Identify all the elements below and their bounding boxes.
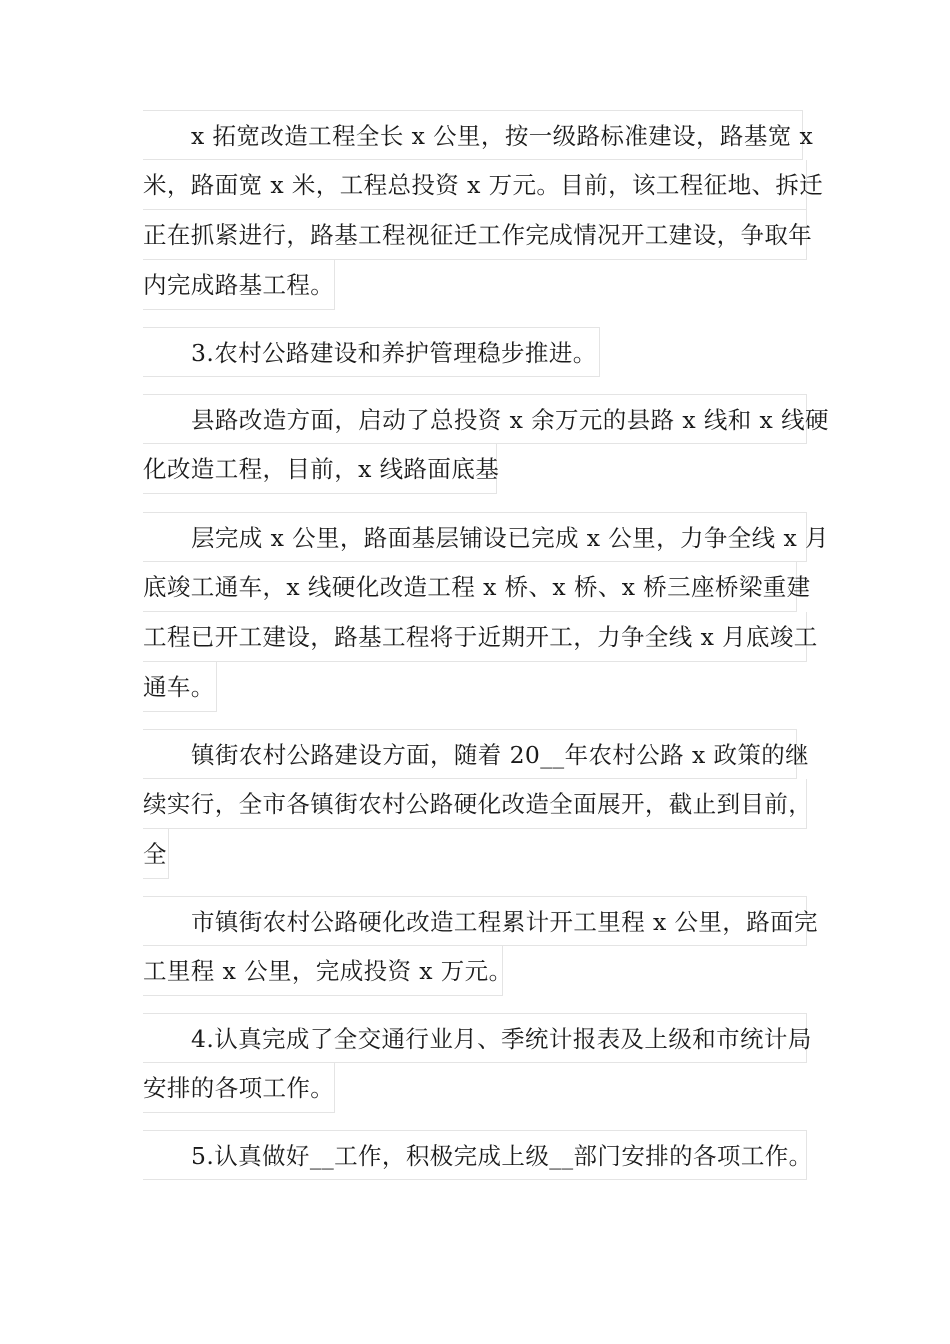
text-line: 底竣工通车，x 线硬化改造工程 x 桥、x 桥、x 桥三座桥梁重建: [143, 562, 797, 612]
text-line: 层完成 x 公里，路面基层铺设已完成 x 公里，力争全线 x 月: [143, 512, 807, 562]
paragraph-town-roads: [143, 729, 813, 879]
text-line: 镇街农村公路建设方面，随着 20__年农村公路 x 政策的继: [143, 729, 797, 779]
paragraph-heading-3: [143, 327, 807, 377]
text-line: 安排的各项工作。: [143, 1063, 335, 1113]
text-line: 4.认真完成了全交通行业月、季统计报表及上级和市统计局: [143, 1013, 807, 1063]
text-line: 正在抓紧进行，路基工程视征迁工作完成情况开工建设，争取年: [143, 210, 807, 260]
text-line: x 拓宽改造工程全长 x 公里，按一级路标准建设，路基宽 x: [143, 110, 803, 160]
paragraph-county-roads: [143, 394, 829, 494]
text-line: 工里程 x 公里，完成投资 x 万元。: [143, 946, 503, 996]
text-line: 化改造工程，目前，x 线路面底基: [143, 444, 497, 494]
text-line: 通车。: [143, 662, 217, 712]
text-line: 工程已开工建设，路基工程将于近期开工，力争全线 x 月底竣工: [143, 612, 807, 662]
text-line: 5.认真做好__工作，积极完成上级__部门安排的各项工作。: [143, 1130, 807, 1180]
text-line: 3.农村公路建设和养护管理稳步推进。: [143, 327, 600, 377]
paragraph-item-4: [143, 1013, 812, 1113]
text-line: 内完成路基工程。: [143, 260, 335, 310]
text-line: 市镇街农村公路硬化改造工程累计开工里程 x 公里，路面完: [143, 896, 807, 946]
paragraph-base-layer: [143, 512, 829, 712]
text-line: 县路改造方面，启动了总投资 x 余万元的县路 x 线和 x 线硬: [143, 394, 807, 444]
text-line: 全: [143, 829, 169, 879]
text-line: 米，路面宽 x 米，工程总投资 x 万元。目前，该工程征地、拆迁: [143, 160, 807, 210]
paragraph-city-total: [143, 896, 818, 996]
paragraph-road-widening: [143, 110, 824, 310]
text-line: 续实行，全市各镇街农村公路硬化改造全面展开，截止到目前，: [143, 779, 807, 829]
paragraph-item-5: [143, 1130, 813, 1180]
